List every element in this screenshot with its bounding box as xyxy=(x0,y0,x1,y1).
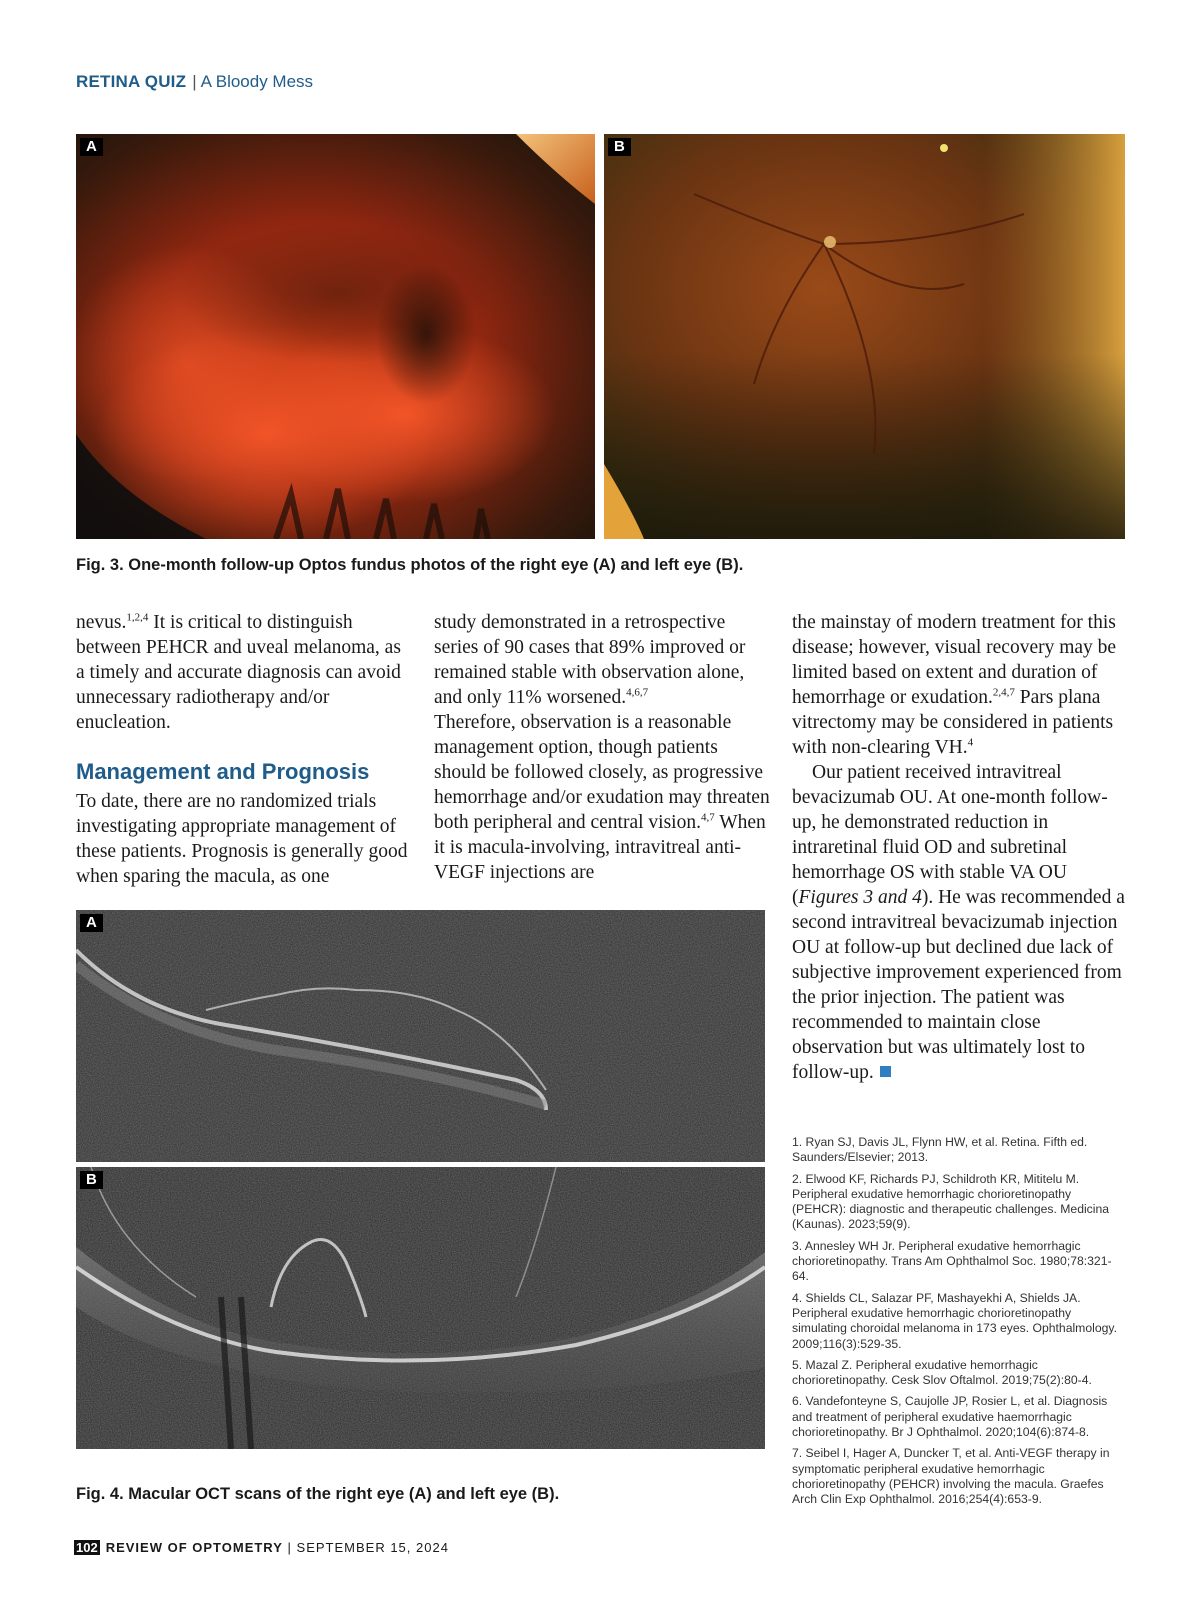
reference-item: 5. Mazal Z. Peripheral exudative hemorrhagic chorioretinopathy. Cesk Slov Oftalmol. 2019;75(2):80-4. xyxy=(792,1357,1092,1388)
col2-p2-text: Therefore, observation is a reasonable management option, though patients should be followed closely, as progressive hemorrhage and/or exudation may threaten both peripheral and central vision. xyxy=(434,712,770,833)
col2-paragraph-1 xyxy=(434,610,770,710)
col3-paragraph-1 xyxy=(792,610,1127,760)
figure-reference: Figures 3 and 4 xyxy=(798,887,922,908)
body-column-2 xyxy=(434,610,770,885)
issue-date: SEPTEMBER 15, 2024 xyxy=(296,1540,449,1555)
col1-p1-rest: It is critical to distinguish between PEHCR and uveal melanoma, as a timely and accurate diagnosis can avoid unnecessary radiotherapy and/or enucleation. xyxy=(76,612,401,733)
magazine-name: REVIEW OF OPTOMETRY xyxy=(105,1540,283,1555)
section-name: RETINA QUIZ xyxy=(76,72,187,91)
col3-p2-text: Our patient received intravitreal bevacizumab OU. At one-month follow-up, he demonstrated reduction in intraretinal fluid OD and subretinal hemorrhage OS with stable VA OU ( xyxy=(792,762,1108,908)
col1-paragraph-1 xyxy=(76,610,411,735)
col3-p1-text: the mainstay of modern treatment for this disease; however, visual recovery may be limited based on extent and duration of hemorrhage or exudation. xyxy=(792,612,1117,708)
references-list xyxy=(792,1135,1122,1514)
fig3-panel-a-fundus-photo xyxy=(76,134,595,539)
reference-item: 2. Elwood KF, Richards PJ, Schildroth KR, Mititelu M. Peripheral exudative hemorrhagic chorioretinopathy (PEHCR): diagnostic and therapeutic challenges. Medicina (Kaunas). 2023;59(9). xyxy=(792,1171,1110,1232)
col2-p1-text: study demonstrated in a retrospective series of 90 cases that 89% improved or remained stable with observation alone, and only 11% worsened. xyxy=(434,612,746,708)
citation-superscript: 4 xyxy=(967,736,974,749)
oct-scan-right-eye xyxy=(76,910,765,1162)
reference-item: 7. Seibel I, Hager A, Duncker T, et al. Anti-VEGF therapy in symptomatic peripheral exudative hemorrhagic chorioretinopathy (PEHCR) involving the macula. Graefes Arch Clin Exp Ophthalmol. 2016;254(4):653-9. xyxy=(792,1446,1110,1507)
page-footer xyxy=(74,1540,449,1555)
reference-item: 3. Annesley WH Jr. Peripheral exudative hemorrhagic chorioretinopathy. Trans Am Ophthalmol Soc. 1980;78:321-64. xyxy=(792,1238,1112,1284)
fundus-photo-right-eye xyxy=(76,134,595,539)
col3-p1-rest: Pars plana vitrectomy may be considered in patients with non-clearing VH. xyxy=(792,687,1114,758)
fundus-photo-left-eye xyxy=(604,134,1125,539)
fig4-panel-b-label: B xyxy=(80,1171,103,1189)
end-of-article-mark xyxy=(880,1066,891,1077)
fig4-caption: Fig. 4. Macular OCT scans of the right eye (A) and left eye (B). xyxy=(76,1485,560,1503)
citation-superscript: 4,6,7 xyxy=(626,686,649,699)
section-heading: Management and Prognosis xyxy=(76,759,370,784)
fig3-panel-a-label: A xyxy=(80,138,103,156)
page-number: 102 xyxy=(76,1540,98,1555)
col2-paragraph-2 xyxy=(434,710,770,885)
citation-superscript: 2,4,7 xyxy=(992,686,1015,699)
citation-superscript: 4,7 xyxy=(700,811,715,824)
reference-item: 1. Ryan SJ, Davis JL, Flynn HW, et al. Retina. Fifth ed. Saunders/Elsevier; 2013. xyxy=(792,1135,1088,1165)
header-separator: | xyxy=(192,72,197,91)
fig4-panel-a-label: A xyxy=(80,914,103,932)
footer-separator: | xyxy=(287,1540,292,1555)
body-column-3 xyxy=(792,610,1127,1085)
fig4-panel-b-oct-scan xyxy=(76,1167,765,1449)
body-column-1 xyxy=(76,610,411,889)
col2-p2-rest: When it is macula-involving, intravitreal anti-VEGF injections are xyxy=(434,812,766,883)
col3-p2-rest: ). He was recommended a second intravitreal bevacizumab injection OU at follow-up but declined due lack of subjective improvement experienced from the prior injection. The patient was recommended to maintain close observation but was ultimately lost to follow-up. xyxy=(792,887,1125,1083)
col1-paragraph-2: To date, there are no randomized trials investigating appropriate management of these patients. Prognosis is generally good when sparing the macula, as one xyxy=(76,791,408,887)
fig3-panel-b-label: B xyxy=(608,138,631,156)
running-header xyxy=(76,72,313,92)
fig4-panel-a-oct-scan xyxy=(76,910,765,1162)
fig3-panel-b-fundus-photo xyxy=(604,134,1125,539)
citation-superscript: 1,2,4 xyxy=(126,611,149,624)
reference-item: 6. Vandefonteyne S, Caujolle JP, Rosier L, et al. Diagnosis and treatment of peripheral exudative haemorrhagic chorioretinopathy. Br J Ophthalmol. 2020;104(6):874-8. xyxy=(792,1394,1108,1440)
article-topic: A Bloody Mess xyxy=(200,72,314,91)
fig3-caption: Fig. 3. One-month follow-up Optos fundus photos of the right eye (A) and left eye (B). xyxy=(76,556,744,574)
oct-scan-left-eye xyxy=(76,1167,765,1449)
col1-p1-text: nevus. xyxy=(76,612,127,633)
col3-paragraph-2 xyxy=(792,760,1127,1085)
reference-item: 4. Shields CL, Salazar PF, Mashayekhi A, Shields JA. Peripheral exudative hemorrhagic chorioretinopathy simulating choroidal melanoma in 173 eyes. Ophthalmology. 2009;116(3):529-35. xyxy=(792,1290,1117,1351)
